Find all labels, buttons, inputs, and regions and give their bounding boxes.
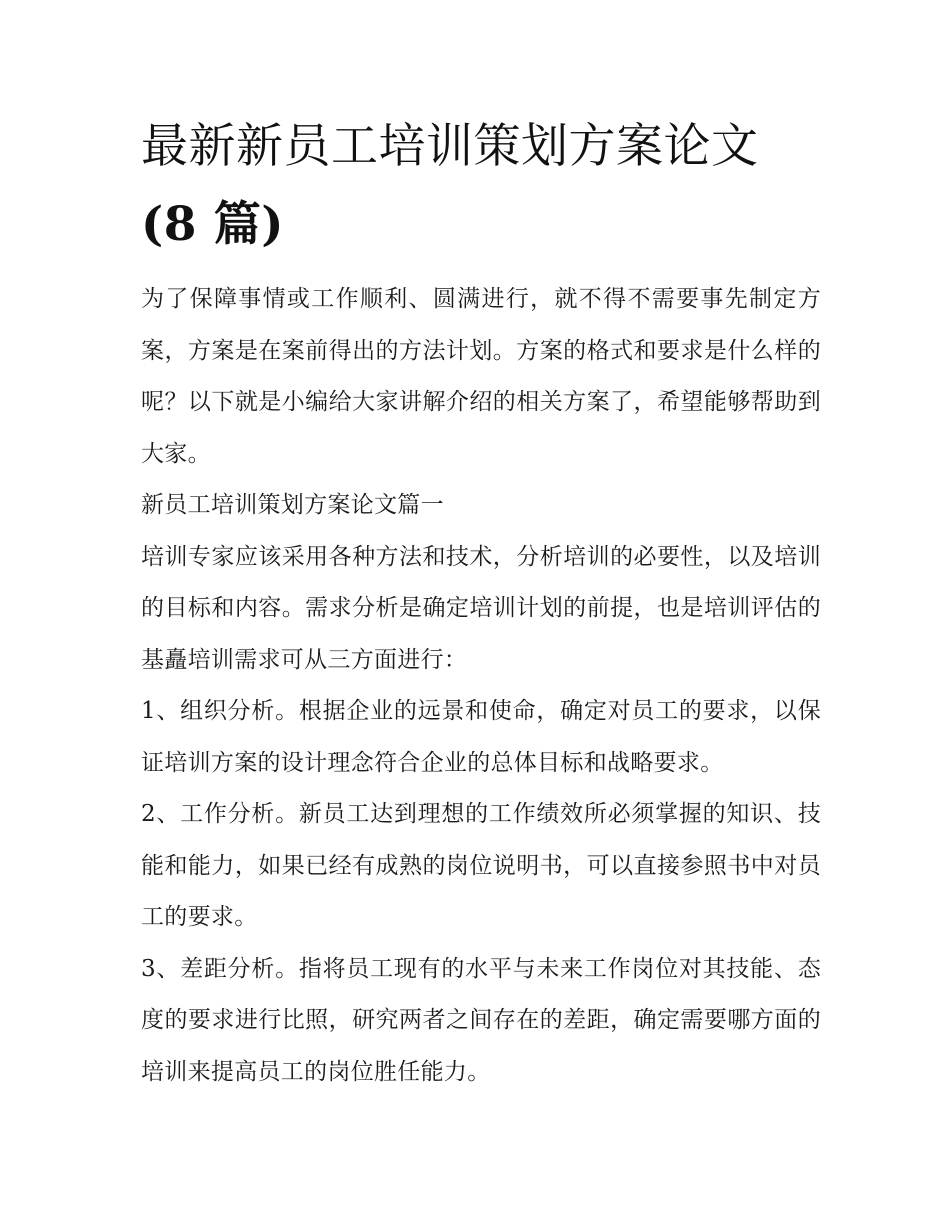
document-body (141, 274, 821, 1098)
title-line-1: 最新新员工培训策划方案论文 (141, 119, 759, 174)
list-item-3: 3、差距分析。指将员工现有的水平与未来工作岗位对其技能、态度的要求进行比照，研究两者之间存在的差距，确定需要哪方面的培训来提高员工的岗位胜任能力。 (141, 955, 821, 1085)
body-paragraph: 培训专家应该采用各种方法和技术，分析培训的必要性，以及培训的目标和内容。需求分析是确定培训计划的前提，也是培训评估的基矗培训需求可从三方面进行： (141, 543, 821, 673)
list-item-2: 2、工作分析。新员工达到理想的工作绩效所必须掌握的知识、技能和能力，如果已经有成熟的岗位说明书，可以直接参照书中对员工的要求。 (141, 801, 821, 930)
intro-paragraph: 为了保障事情或工作顺利、圆满进行，就不得不需要事先制定方案，方案是在案前得出的方法计划。方案的格式和要求是什么样的呢？以下就是小编给大家讲解介绍的相关方案了，希望能够帮助到大家。 (141, 286, 821, 467)
title-line-2: (8 篇) (141, 197, 285, 252)
list-item-1: 1、组织分析。根据企业的远景和使命，确定对员工的要求，以保证培训方案的设计理念符合企业的总体目标和战略要求。 (141, 698, 821, 776)
document-content (141, 108, 821, 1098)
document-title (141, 108, 821, 264)
section-heading: 新员工培训策划方案论文篇一 (141, 492, 444, 518)
